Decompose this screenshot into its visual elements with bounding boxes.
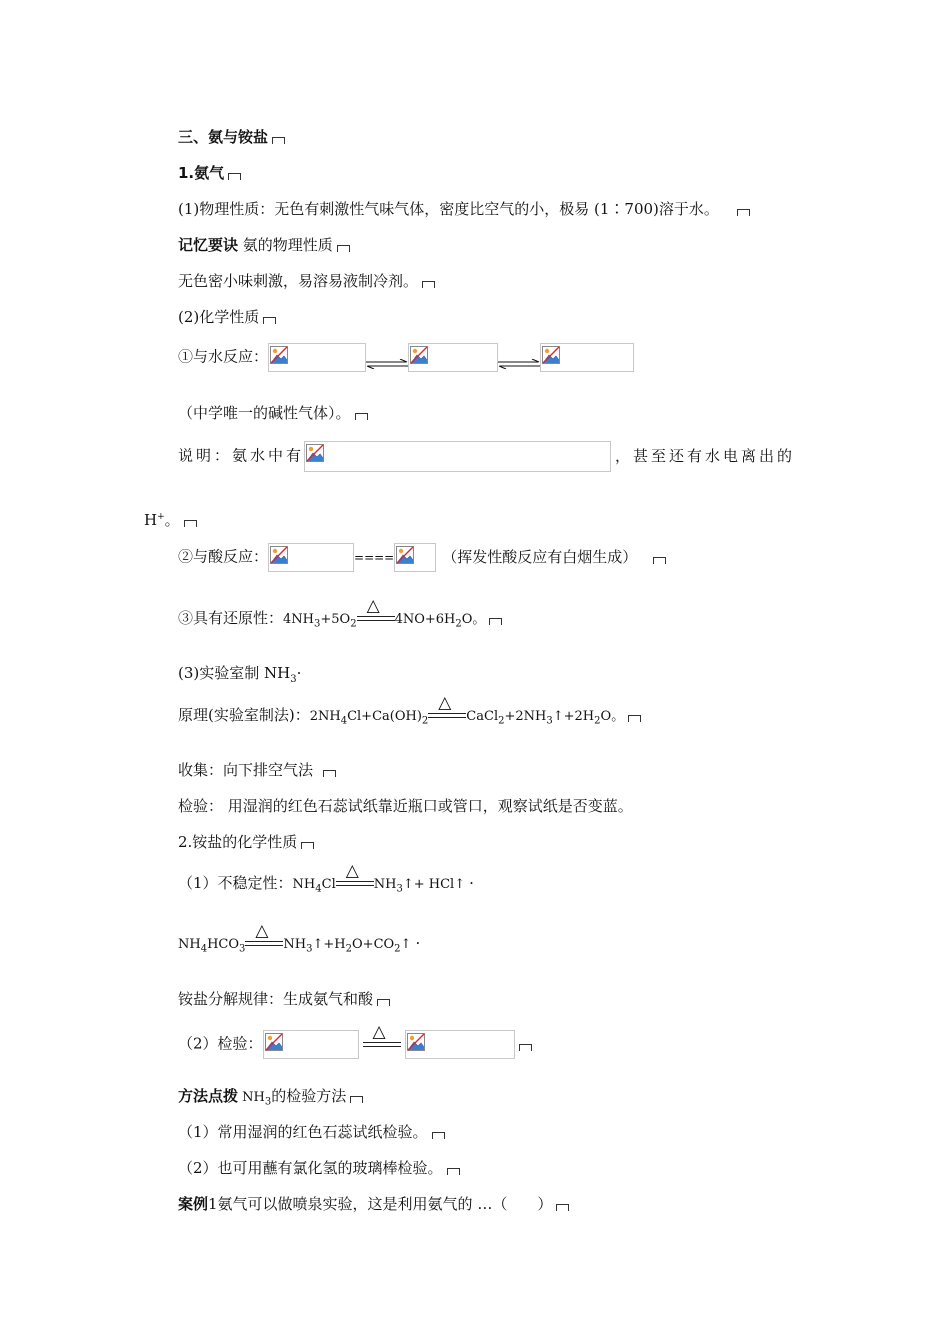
broken-image-icon (306, 444, 324, 462)
case-1: 案例1氨气可以做喷泉实验，这是利用氨气的 …（ ） (178, 1193, 569, 1215)
broken-image-icon (407, 1033, 425, 1051)
equation-image (405, 1030, 515, 1059)
equation-image (268, 343, 366, 372)
heat-triangle-icon: △ (255, 921, 269, 941)
decomposition-rule: 铵盐分解规律：生成氨气和酸 (178, 988, 390, 1010)
lab-principle: 原理(实验室制法)：$2NH_4Cl+Ca(OH)_2$ △ $CaCl_2+2NH_3↑+2H_2O$。 (178, 704, 641, 733)
equation-image (408, 343, 498, 372)
equation-image (304, 441, 611, 472)
test-method: 检验： 用湿润的红色石蕊试纸靠近瓶口或管口，观察试纸是否变蓝。 (178, 797, 633, 815)
subsection-2-title: 2.铵盐的化学性质 (178, 831, 314, 853)
equation-image (263, 1030, 359, 1059)
alkaline-gas-note: （中学唯一的碱性气体）。 (178, 402, 368, 424)
reversible-arrow-icon (498, 353, 540, 363)
physical-properties: (1)物理性质：无色有刺激性气味气体，密度比空气的小，极易 (1∶700)溶于水。 (178, 198, 750, 220)
method-1: （1）常用湿润的红色石蕊试纸检验。 (178, 1121, 445, 1143)
nh4hco3-decomposition: $NH_4HCO_3$ △ $NH_3↑+H_2O+CO_2↑$ · (178, 921, 421, 955)
heat-triangle-icon: △ (372, 1021, 386, 1042)
broken-image-icon (270, 346, 288, 364)
method-2: （2）也可用蘸有氯化氢的玻璃棒检验。 (178, 1157, 460, 1179)
heat-triangle-icon: △ (345, 861, 359, 881)
chemical-properties-title: (2)化学性质 (178, 306, 276, 328)
reversible-arrow-icon (366, 353, 408, 363)
broken-image-icon (410, 346, 428, 364)
method-tip: 方法点拨 $NH_3$的检验方法 (178, 1085, 363, 1114)
heat-triangle-icon: △ (438, 693, 452, 713)
collection-method: 收集：向下排空气法 (178, 759, 336, 781)
heat-condition (245, 921, 283, 948)
broken-image-icon (542, 346, 560, 364)
memory-tip: 记忆要诀 氨的物理性质 (178, 234, 350, 256)
broken-image-icon (396, 546, 414, 564)
water-reaction: ①与水反应： (178, 343, 634, 372)
h-ion-note: H+。 (144, 506, 197, 531)
heat-triangle-icon: △ (366, 596, 380, 616)
acid-reaction: ②与酸反应： ==== （挥发性酸反应有白烟生成） (178, 543, 666, 572)
broken-image-icon (265, 1033, 283, 1051)
equation-image (540, 343, 634, 372)
heat-condition (428, 693, 466, 720)
heat-condition (336, 861, 374, 888)
subsection-1-title: 1.氨气 (178, 162, 241, 184)
ammonia-water-note: 说明：氨水中有 ，甚至还有水电离出的 (178, 441, 795, 472)
section-title: 三、氨与铵盐 (178, 126, 285, 148)
memory-text: 无色密小味刺激，易溶易液制冷剂。 (178, 270, 435, 292)
equation-image (268, 543, 354, 572)
lab-preparation-title: (3)实验室制 $NH_3\cdot$ (178, 664, 302, 685)
ammonium-test: （2）检验： △ (178, 1030, 532, 1059)
reducing-property: ③具有还原性：$4NH_3+5O_2$ △ $4NO+6H_2O$。 (178, 607, 502, 636)
heat-condition (357, 596, 395, 623)
broken-image-icon (270, 546, 288, 564)
instability: （1）不稳定性：$NH_4Cl$ △ $NH_3↑+$ HCl↑ · (178, 861, 474, 895)
equation-image (394, 543, 436, 572)
heat-condition (363, 1021, 401, 1049)
